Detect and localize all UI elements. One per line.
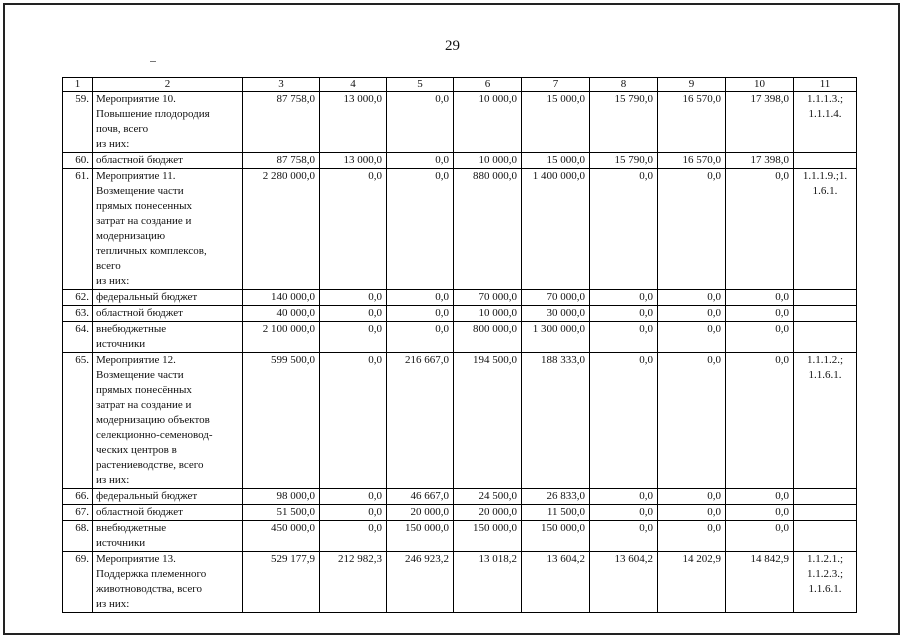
- header-cell: 10: [726, 78, 794, 92]
- row-name: [93, 353, 243, 489]
- cell-line: Мероприятие 10.: [96, 93, 176, 105]
- value-cell: 51 500,0: [243, 505, 320, 521]
- code-cell: [794, 153, 857, 169]
- table-row: [63, 505, 857, 521]
- row-name: [93, 505, 243, 521]
- cell-line: областной бюджет: [96, 154, 183, 166]
- row-number: 59.: [63, 92, 93, 153]
- header-cell: 1: [63, 78, 93, 92]
- code-cell: [794, 290, 857, 306]
- code-cell: [794, 306, 857, 322]
- cell-line: 1.1.1.3.;: [806, 93, 844, 105]
- header-cell: 5: [387, 78, 454, 92]
- cell-line: Возмещение части: [96, 185, 184, 197]
- row-name: [93, 552, 243, 613]
- value-cell: 13 018,2: [454, 552, 522, 613]
- value-cell: 0,0: [590, 489, 658, 505]
- cell-line: областной бюджет: [96, 307, 183, 319]
- cell-line: из них:: [96, 275, 130, 287]
- value-cell: 150 000,0: [387, 521, 454, 552]
- header-cell: 6: [454, 78, 522, 92]
- cell-line: 1.1.2.3.;: [806, 568, 844, 580]
- cell-line: Мероприятие 13.: [96, 553, 176, 565]
- value-cell: 216 667,0: [387, 353, 454, 489]
- header-cell: 9: [658, 78, 726, 92]
- code-cell: [794, 552, 857, 613]
- value-cell: 0,0: [590, 353, 658, 489]
- row-name: [93, 489, 243, 505]
- value-cell: 2 100 000,0: [243, 322, 320, 353]
- value-cell: 87 758,0: [243, 92, 320, 153]
- value-cell: 17 398,0: [726, 153, 794, 169]
- value-cell: 0,0: [387, 322, 454, 353]
- code-cell: [794, 322, 857, 353]
- table-row: [63, 290, 857, 306]
- cell-line: Повышение плодородия: [96, 108, 210, 120]
- table-row: [63, 322, 857, 353]
- code-cell: [794, 169, 857, 290]
- row-number: 68.: [63, 521, 93, 552]
- code-cell: [794, 489, 857, 505]
- row-number: 64.: [63, 322, 93, 353]
- value-cell: 0,0: [658, 290, 726, 306]
- value-cell: 0,0: [658, 489, 726, 505]
- code-cell: [794, 521, 857, 552]
- value-cell: 0,0: [658, 521, 726, 552]
- cell-line: федеральный бюджет: [96, 291, 198, 303]
- value-cell: 1 400 000,0: [522, 169, 590, 290]
- cell-line: Мероприятие 11.: [96, 170, 176, 182]
- value-cell: 70 000,0: [454, 290, 522, 306]
- cell-line: внебюджетные: [96, 323, 167, 335]
- scan-mark: [150, 61, 156, 62]
- value-cell: 0,0: [658, 353, 726, 489]
- value-cell: 14 202,9: [658, 552, 726, 613]
- value-cell: 0,0: [320, 169, 387, 290]
- value-cell: 24 500,0: [454, 489, 522, 505]
- value-cell: 0,0: [387, 92, 454, 153]
- value-cell: 0,0: [320, 489, 387, 505]
- value-cell: 11 500,0: [522, 505, 590, 521]
- table-row: [63, 92, 857, 153]
- header-cell: 4: [320, 78, 387, 92]
- row-name: [93, 153, 243, 169]
- value-cell: 17 398,0: [726, 92, 794, 153]
- value-cell: 0,0: [320, 322, 387, 353]
- value-cell: 87 758,0: [243, 153, 320, 169]
- value-cell: 150 000,0: [454, 521, 522, 552]
- value-cell: 1 300 000,0: [522, 322, 590, 353]
- cell-line: Поддержка племенного: [96, 568, 207, 580]
- value-cell: 16 570,0: [658, 92, 726, 153]
- row-number: 67.: [63, 505, 93, 521]
- value-cell: 0,0: [658, 322, 726, 353]
- value-cell: 0,0: [590, 169, 658, 290]
- value-cell: 98 000,0: [243, 489, 320, 505]
- header-cell: 7: [522, 78, 590, 92]
- value-cell: 188 333,0: [522, 353, 590, 489]
- cell-line: почв, всего: [96, 123, 149, 135]
- value-cell: 0,0: [387, 306, 454, 322]
- value-cell: 0,0: [726, 290, 794, 306]
- value-cell: 20 000,0: [454, 505, 522, 521]
- value-cell: 0,0: [658, 505, 726, 521]
- value-cell: 0,0: [320, 306, 387, 322]
- cell-line: тепличных комплексов,: [96, 245, 207, 257]
- cell-line: 1.1.1.2.;: [806, 354, 844, 366]
- value-cell: 140 000,0: [243, 290, 320, 306]
- row-number: 61.: [63, 169, 93, 290]
- cell-line: источники: [96, 338, 146, 350]
- value-cell: 15 000,0: [522, 92, 590, 153]
- cell-line: из них:: [96, 598, 130, 610]
- header-cell: 2: [93, 78, 243, 92]
- row-name: [93, 322, 243, 353]
- row-number: 65.: [63, 353, 93, 489]
- value-cell: 16 570,0: [658, 153, 726, 169]
- cell-line: источники: [96, 537, 146, 549]
- cell-line: 1.1.6.1.: [808, 583, 842, 595]
- value-cell: 0,0: [726, 521, 794, 552]
- row-number: 69.: [63, 552, 93, 613]
- cell-line: 1.1.1.9.;1.: [802, 170, 848, 182]
- table-row: [63, 153, 857, 169]
- value-cell: 212 982,3: [320, 552, 387, 613]
- cell-line: Возмещение части: [96, 369, 184, 381]
- value-cell: 46 667,0: [387, 489, 454, 505]
- header-cell: 3: [243, 78, 320, 92]
- cell-line: затрат на создание и: [96, 399, 192, 411]
- code-cell: [794, 505, 857, 521]
- cell-line: всего: [96, 260, 121, 272]
- value-cell: 246 923,2: [387, 552, 454, 613]
- table-body: [63, 78, 857, 613]
- value-cell: 599 500,0: [243, 353, 320, 489]
- value-cell: 0,0: [320, 521, 387, 552]
- value-cell: 800 000,0: [454, 322, 522, 353]
- value-cell: 15 000,0: [522, 153, 590, 169]
- value-cell: 880 000,0: [454, 169, 522, 290]
- row-name: [93, 290, 243, 306]
- cell-line: животноводства, всего: [96, 583, 202, 595]
- header-cell: 11: [794, 78, 857, 92]
- value-cell: 0,0: [590, 306, 658, 322]
- row-number: 60.: [63, 153, 93, 169]
- value-cell: 0,0: [387, 290, 454, 306]
- value-cell: 26 833,0: [522, 489, 590, 505]
- cell-line: Мероприятие 12.: [96, 354, 176, 366]
- row-name: [93, 306, 243, 322]
- value-cell: 150 000,0: [522, 521, 590, 552]
- cell-line: ческих центров в: [96, 444, 177, 456]
- value-cell: 529 177,9: [243, 552, 320, 613]
- value-cell: 10 000,0: [454, 92, 522, 153]
- row-number: 63.: [63, 306, 93, 322]
- value-cell: 0,0: [387, 169, 454, 290]
- value-cell: 13 604,2: [590, 552, 658, 613]
- table-row: [63, 169, 857, 290]
- cell-line: модернизацию объектов: [96, 414, 210, 426]
- value-cell: 0,0: [387, 153, 454, 169]
- value-cell: 10 000,0: [454, 153, 522, 169]
- cell-line: федеральный бюджет: [96, 490, 198, 502]
- value-cell: 0,0: [320, 353, 387, 489]
- value-cell: 0,0: [658, 306, 726, 322]
- value-cell: 0,0: [726, 353, 794, 489]
- cell-line: прямых понесённых: [96, 384, 192, 396]
- value-cell: 0,0: [726, 169, 794, 290]
- row-number: 62.: [63, 290, 93, 306]
- cell-line: затрат на создание и: [96, 215, 192, 227]
- row-number: 66.: [63, 489, 93, 505]
- table-row: [63, 489, 857, 505]
- code-cell: [794, 353, 857, 489]
- value-cell: 20 000,0: [387, 505, 454, 521]
- value-cell: 2 280 000,0: [243, 169, 320, 290]
- value-cell: 70 000,0: [522, 290, 590, 306]
- row-name: [93, 521, 243, 552]
- value-cell: 40 000,0: [243, 306, 320, 322]
- header-row: [63, 78, 857, 92]
- value-cell: 0,0: [320, 290, 387, 306]
- value-cell: 15 790,0: [590, 153, 658, 169]
- value-cell: 0,0: [726, 306, 794, 322]
- row-name: [93, 169, 243, 290]
- cell-line: областной бюджет: [96, 506, 183, 518]
- value-cell: 0,0: [726, 505, 794, 521]
- cell-line: растениеводстве, всего: [96, 459, 204, 471]
- cell-line: 1.1.6.1.: [808, 369, 842, 381]
- value-cell: 0,0: [590, 322, 658, 353]
- value-cell: 0,0: [590, 290, 658, 306]
- cell-line: модернизацию: [96, 230, 166, 242]
- code-cell: [794, 92, 857, 153]
- cell-line: внебюджетные: [96, 522, 167, 534]
- header-cell: 8: [590, 78, 658, 92]
- table-row: [63, 353, 857, 489]
- value-cell: 14 842,9: [726, 552, 794, 613]
- value-cell: 13 604,2: [522, 552, 590, 613]
- value-cell: 0,0: [320, 505, 387, 521]
- value-cell: 0,0: [590, 505, 658, 521]
- value-cell: 13 000,0: [320, 153, 387, 169]
- cell-line: селекционно-семеновод-: [96, 429, 213, 441]
- cell-line: 1.1.1.4.: [808, 108, 842, 120]
- row-name: [93, 92, 243, 153]
- page-number: 29: [445, 38, 460, 54]
- table-row: [63, 552, 857, 613]
- value-cell: 0,0: [726, 322, 794, 353]
- table-row: [63, 306, 857, 322]
- value-cell: 15 790,0: [590, 92, 658, 153]
- value-cell: 10 000,0: [454, 306, 522, 322]
- cell-line: 1.6.1.: [812, 185, 838, 197]
- cell-line: из них:: [96, 474, 130, 486]
- table-row: [63, 521, 857, 552]
- value-cell: 0,0: [590, 521, 658, 552]
- budget-table: [62, 77, 857, 613]
- cell-line: 1.1.2.1.;: [806, 553, 844, 565]
- value-cell: 194 500,0: [454, 353, 522, 489]
- value-cell: 13 000,0: [320, 92, 387, 153]
- value-cell: 0,0: [658, 169, 726, 290]
- cell-line: из них:: [96, 138, 130, 150]
- value-cell: 0,0: [726, 489, 794, 505]
- value-cell: 30 000,0: [522, 306, 590, 322]
- value-cell: 450 000,0: [243, 521, 320, 552]
- cell-line: прямых понесенных: [96, 200, 193, 212]
